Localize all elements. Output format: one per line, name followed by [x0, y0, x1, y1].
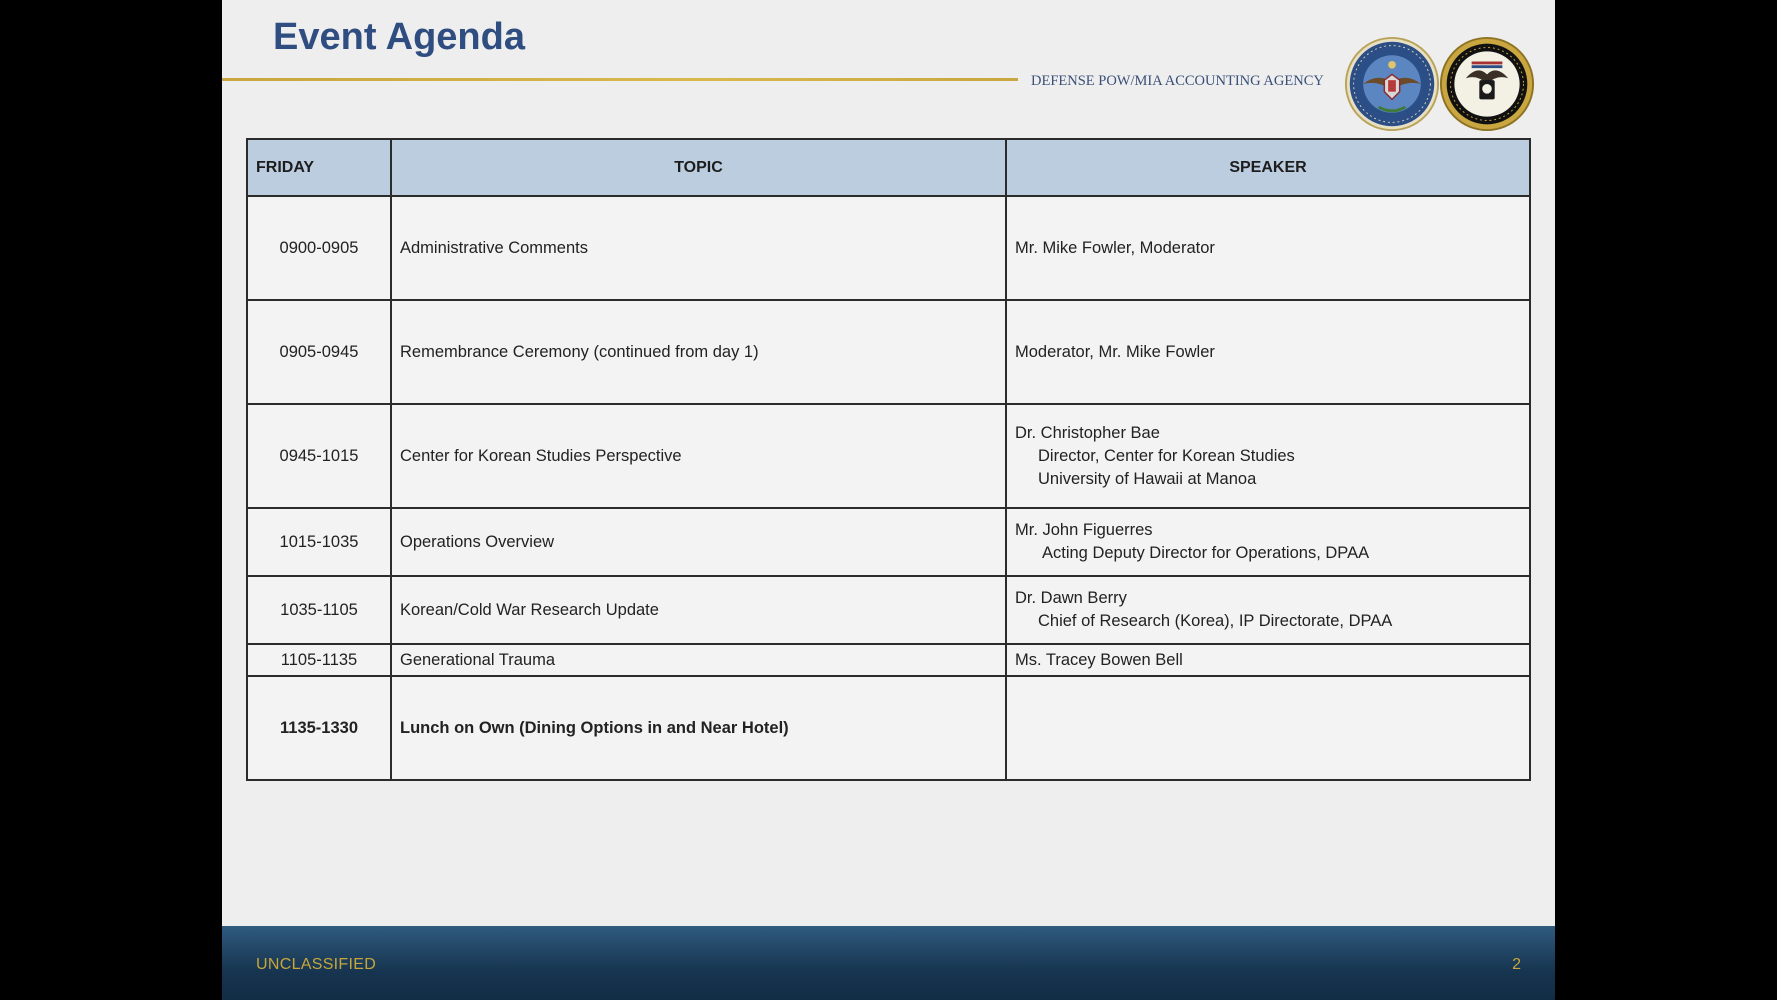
dpaa-seal-icon [1439, 36, 1535, 132]
agenda-row [247, 404, 1530, 508]
session-topic: Lunch on Own (Dining Options in and Near Hotel) [391, 676, 1006, 780]
speaker-title: Director, Center for Korean Studies [1038, 446, 1295, 465]
speaker-name: Dr. Christopher Bae [1015, 423, 1160, 442]
agenda-table [246, 138, 1531, 781]
session-speaker [1006, 676, 1530, 780]
agenda-row [247, 300, 1530, 404]
session-speaker [1006, 404, 1530, 508]
speaker-name: Dr. Dawn Berry [1015, 589, 1127, 607]
agenda-header-row [247, 139, 1530, 196]
speaker-name: Mr. John Figuerres [1015, 521, 1153, 539]
speaker-title: Chief of Research (Korea), IP Directorate, DPAA [1038, 612, 1393, 630]
agenda-row [247, 676, 1530, 780]
speaker-name: Mr. Mike Fowler, Moderator [1015, 238, 1215, 257]
agenda-row [247, 576, 1530, 644]
speaker-name: Moderator, Mr. Mike Fowler [1015, 342, 1215, 361]
session-topic: Administrative Comments [391, 196, 1006, 300]
agenda-row [247, 644, 1530, 676]
session-time: 0905-0945 [247, 300, 391, 404]
session-time: 1135-1330 [247, 676, 391, 780]
title-divider-rule [222, 78, 1018, 81]
session-topic: Operations Overview [391, 508, 1006, 576]
session-speaker [1006, 300, 1530, 404]
session-speaker [1006, 644, 1530, 676]
classification-label: UNCLASSIFIED [256, 956, 377, 973]
department-of-defense-seal-icon [1344, 36, 1440, 132]
session-speaker [1006, 196, 1530, 300]
session-time: 1105-1135 [247, 644, 391, 676]
session-topic: Remembrance Ceremony (continued from day 1) [391, 300, 1006, 404]
agenda-row [247, 196, 1530, 300]
session-speaker [1006, 508, 1530, 576]
header-day: FRIDAY [247, 139, 391, 196]
speaker-name: Ms. Tracey Bowen Bell [1015, 650, 1183, 669]
speaker-affiliation: University of Hawaii at Manoa [1038, 469, 1257, 488]
session-time: 1035-1105 [247, 576, 391, 644]
session-time: 0945-1015 [247, 404, 391, 508]
session-topic: Generational Trauma [391, 644, 1006, 676]
session-topic: Center for Korean Studies Perspective [391, 404, 1006, 508]
session-time: 0900-0905 [247, 196, 391, 300]
footer-band [222, 926, 1555, 1000]
agency-name: DEFENSE POW/MIA ACCOUNTING AGENCY [1031, 73, 1324, 89]
page-number: 2 [1512, 956, 1521, 973]
speaker-title: Acting Deputy Director for Operations, DPAA [1042, 544, 1370, 562]
session-topic: Korean/Cold War Research Update [391, 576, 1006, 644]
header-speaker: SPEAKER [1006, 139, 1530, 196]
slide-title: Event Agenda [273, 16, 525, 58]
header-topic: TOPIC [391, 139, 1006, 196]
agenda-row [247, 508, 1530, 576]
session-time: 1015-1035 [247, 508, 391, 576]
session-speaker [1006, 576, 1530, 644]
slide [222, 0, 1555, 1000]
